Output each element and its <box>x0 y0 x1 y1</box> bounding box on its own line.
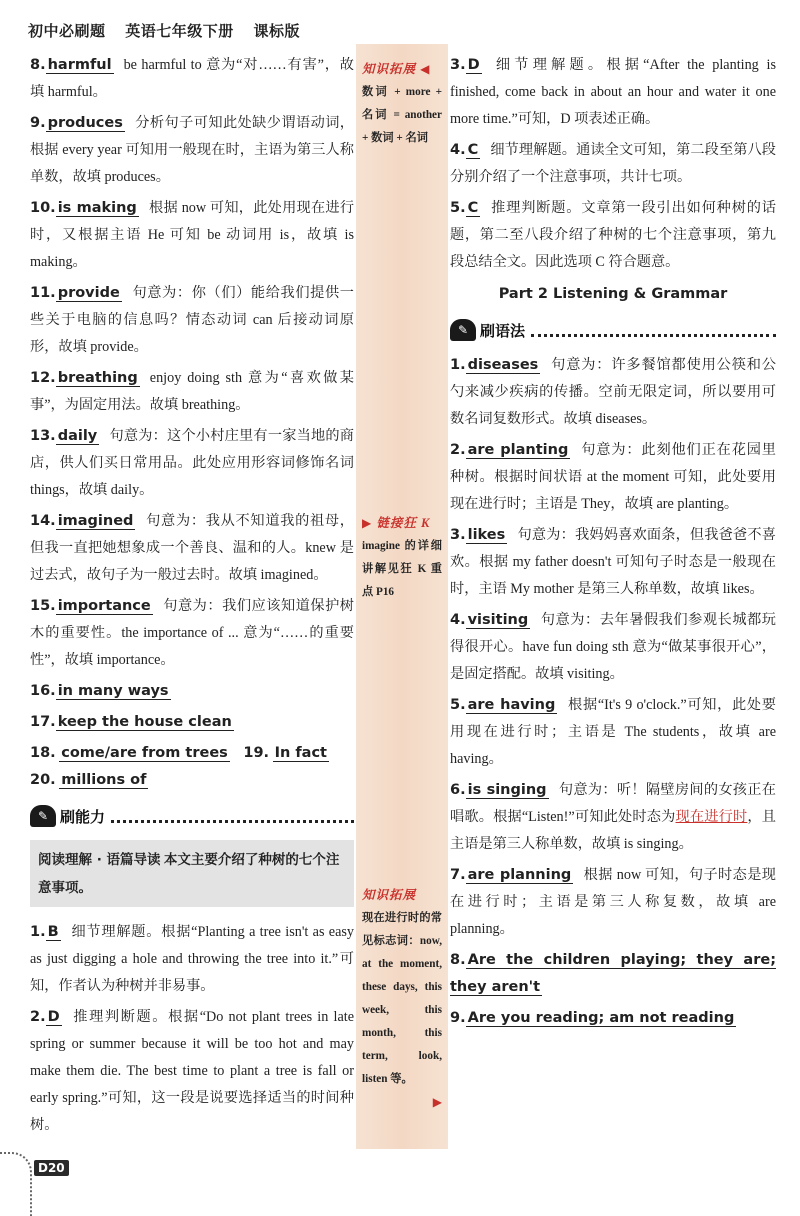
explanation: 分析句子可知此处缺少谓语动词，根据 every year 可知用一般现在时，主语为第三人称单数，故填 produces。 <box>30 115 354 185</box>
answer-key: diseases <box>467 357 539 373</box>
grammar-answers <box>450 352 776 773</box>
side-note-title: 知识拓展 <box>362 888 417 902</box>
side-note-text: 现在进行时的常见标志词：now, at the moment, these days, this week, this month, this term, look, listen 等。 <box>362 912 442 1085</box>
page-number: D20 <box>34 1160 69 1176</box>
answer-key: provide <box>57 285 120 301</box>
subject-title: 英语七年级下册 <box>125 22 234 40</box>
section-badge <box>30 804 105 828</box>
explanation: 句意为：你（们）能给我们提供一些关于电脑的信息吗？情态动词 can 后接动词原形，故填 provide。 <box>30 285 354 355</box>
grammar-answer-9 <box>450 1005 776 1032</box>
answer-number: 8. <box>30 57 46 73</box>
answer-number: 20. <box>30 772 56 788</box>
grammar-answer-6 <box>450 777 776 858</box>
answer-number: 4. <box>450 142 466 158</box>
arrow-icon: ▶ <box>362 516 373 530</box>
answer-number: 13. <box>30 428 56 444</box>
side-note-title: ▶ 链接狂 K <box>362 516 431 530</box>
answer-key: Are you reading; am not reading <box>467 1010 735 1026</box>
answer-key: are planting <box>467 442 569 458</box>
vocab-answer-8 <box>30 678 354 705</box>
answer-number: 18. <box>30 745 56 761</box>
reading-answer-1 <box>30 1004 354 1139</box>
reading-answers-cont <box>450 52 776 276</box>
answer-key: harmful <box>47 57 112 73</box>
answer-number: 5. <box>450 200 466 216</box>
explanation: 句意为：听！隔壁房间的女孩正在唱歌。根据“Listen!”可知此处时态为 <box>450 782 776 825</box>
answer-key: are having <box>467 697 556 713</box>
side-note-text: 数词 + more + 名词 = another + 数词 + 名词 <box>362 86 442 144</box>
grammar-answer-1 <box>450 437 776 518</box>
answer-key: B <box>47 924 59 940</box>
answer-number: 1. <box>450 357 466 373</box>
explanation: 句意为：我从不知道我的祖母，但我一直把她想象成一个善良、温和的人。knew 是过去式，故句子为一般过去时。故填 imagined。 <box>30 513 354 583</box>
explanation: 细节理解题。通读全文可知，第二段至第八段分别介绍了一个注意事项，共计七项。 <box>450 142 776 185</box>
answer-key: C <box>467 200 479 216</box>
vocab-answers <box>30 52 354 736</box>
vocab-answer-1 <box>30 110 354 191</box>
answer-number: 2. <box>450 442 466 458</box>
answer-number: 7. <box>450 867 466 883</box>
book-icon: ✎ <box>450 319 476 341</box>
side-note-knowledge-1 <box>362 58 442 150</box>
explanation: 根据 now 可知，此处用现在进行时，又根据主语 He 可知 be 动词用 is，故填 is making。 <box>30 200 355 270</box>
arrow-icon: ▶ <box>432 1095 442 1109</box>
section-header-ability <box>30 802 354 830</box>
side-note-knowledge-2 <box>362 884 442 1114</box>
answer-key: D <box>467 57 480 73</box>
vocab-answer-4 <box>30 365 354 419</box>
dotted-divider <box>531 324 776 337</box>
reading-answer-0 <box>30 919 354 1000</box>
part-title: Part 2 Listening & Grammar <box>498 286 728 302</box>
explanation: be harmful to 意为“对……有害”，故填 harmful。 <box>30 57 354 100</box>
answer-key: is making <box>57 200 137 216</box>
answer-key: importance <box>57 598 151 614</box>
answer-key: is singing <box>467 782 547 798</box>
grammar-answer-2 <box>450 522 776 603</box>
answer-key: In fact <box>274 745 327 761</box>
vocab-answer-0 <box>30 52 354 106</box>
explanation: 推理判断题。根据“Do not plant trees in late spring or summer because it will be too hot and may make them die. The best time to plant a tree is fall or early spring.”可知，这一段是说要选择适当的时间种树。 <box>30 1009 354 1133</box>
explanation: 根据 now 可知，句子时态是现在进行时；主语是第三人称复数，故填 are planning。 <box>450 867 776 937</box>
answer-number: 17. <box>30 714 56 730</box>
explanation: 句意为：我妈妈喜欢面条，但我爸爸不喜欢。根据 my father doesn't 可知句子时态是一般现在时，主语 My mother 是第三人称单数，故填 likes。 <box>450 527 776 597</box>
reading-guide <box>30 840 354 907</box>
grammar-answer-8 <box>450 947 776 1001</box>
explanation: 句意为：许多餐馆都使用公筷和公勺来减少疾病的传播。空前无限定词，所以要用可数名词复数形式。故填 diseases。 <box>450 357 776 427</box>
section-header-grammar <box>450 316 776 344</box>
answer-number: 2. <box>30 1009 46 1025</box>
answer-number: 19. <box>243 745 270 761</box>
edition-label: 课标版 <box>253 22 301 40</box>
explanation: ，且主语是第三人称单数，故填 is singing。 <box>450 809 776 852</box>
grammar-answer-0 <box>450 352 776 433</box>
reading-answer-0 <box>450 52 776 133</box>
book-icon: ✎ <box>30 805 56 827</box>
highlighted-term: 现在进行时 <box>675 809 748 825</box>
answer-number: 3. <box>450 527 466 543</box>
section-label: 刷能力 <box>60 807 106 826</box>
reading-answer-2 <box>450 195 776 276</box>
vocab-answer-2 <box>30 195 354 276</box>
left-column <box>30 52 354 1143</box>
answer-number: 15. <box>30 598 56 614</box>
book-title: 初中必刷题 <box>28 22 106 40</box>
arrow-icon: ◀ <box>420 62 431 76</box>
answer-key: are planning <box>467 867 572 883</box>
dotted-divider <box>111 810 354 823</box>
grammar-answer-3 <box>450 607 776 688</box>
right-column <box>450 52 776 1036</box>
answer-key: Are the children playing; they are; they aren't <box>450 952 776 995</box>
vocab-answer-5 <box>30 423 354 504</box>
reading-answer-1 <box>450 137 776 191</box>
answer-key: in many ways <box>57 683 169 699</box>
answer-key: imagined <box>57 513 134 529</box>
guide-text: 本文主要介绍了种树的七个注意事项。 <box>38 852 340 895</box>
page-header <box>28 20 300 41</box>
answer-key: visiting <box>467 612 529 628</box>
side-note-title: 知识拓展 ◀ <box>362 62 431 76</box>
explanation: 细节理解题。根据“After the planting is finished, come back in about an hour and water it one more time.”可知，D 项表述正确。 <box>450 57 776 127</box>
answer-number: 11. <box>30 285 56 301</box>
side-note-link <box>362 512 442 604</box>
explanation: 句意为：去年暑假我们参观长城都玩得很开心。have fun doing sth 意为“做某事很开心”，是固定搭配。故填 visiting。 <box>450 612 776 682</box>
answer-row-18-19 <box>30 740 354 767</box>
vocab-answer-9 <box>30 709 354 736</box>
answer-number: 9. <box>450 1010 466 1026</box>
answer-row-20 <box>30 767 354 794</box>
section-badge <box>450 318 525 342</box>
explanation: 推理判断题。文章第一段引出如何种树的话题，第二至八段介绍了种树的七个注意事项，第九段总结全文。因此选项 C 符合题意。 <box>450 200 776 270</box>
answer-key: keep the house clean <box>57 714 232 730</box>
grammar-answer-4 <box>450 692 776 773</box>
answer-key: likes <box>467 527 506 543</box>
explanation: 句意为：这个小村庄里有一家当地的商店，供人们买日常用品。此处应用形容词修饰名词 things，故填 daily。 <box>30 428 354 498</box>
answer-number: 6. <box>450 782 466 798</box>
answer-key: millions of <box>61 772 147 788</box>
answer-number: 10. <box>30 200 56 216</box>
answer-number: 16. <box>30 683 56 699</box>
explanation: 细节理解题。根据“Planting a tree isn't as easy as just digging a hole and throwing the tree into it.”可知，作者认为种树并非易事。 <box>30 924 354 994</box>
reading-answers <box>30 919 354 1139</box>
explanation: 根据“It's 9 o'clock.”可知，此处要用现在进行时；主语是 The students，故填 are having。 <box>450 697 776 767</box>
answer-key: produces <box>47 115 123 131</box>
answer-number: 14. <box>30 513 56 529</box>
explanation: 句意为：此刻他们正在花园里种树。根据时间状语 at the moment 可知，此处要用现在进行时；主语是 They，故填 are planting。 <box>450 442 776 512</box>
answer-number: 8. <box>450 952 466 968</box>
answer-number: 5. <box>450 697 466 713</box>
answer-key: come/are from trees <box>61 745 228 761</box>
answer-key: daily <box>57 428 98 444</box>
guide-title: 阅读理解 · 语篇导读 <box>38 852 161 868</box>
answer-number: 12. <box>30 370 56 386</box>
answer-key: D <box>47 1009 60 1025</box>
answer-key: C <box>467 142 479 158</box>
vocab-answer-3 <box>30 280 354 361</box>
answer-number: 3. <box>450 57 466 73</box>
side-note-text: imagine 的详细讲解见狂 K 重点 P16 <box>362 540 442 598</box>
answer-number: 4. <box>450 612 466 628</box>
grammar-answer-7 <box>450 862 776 943</box>
vocab-answer-7 <box>30 593 354 674</box>
explanation: enjoy doing sth 意为“喜欢做某事”，为固定用法。故填 breathing。 <box>30 370 354 413</box>
explanation: 句意为：我们应该知道保护树木的重要性。the importance of ... 意为“……的重要性”，故填 importance。 <box>30 598 354 668</box>
answer-key: breathing <box>57 370 138 386</box>
corner-decoration <box>0 1152 32 1216</box>
vocab-answer-6 <box>30 508 354 589</box>
answer-number: 1. <box>30 924 46 940</box>
answer-number: 9. <box>30 115 46 131</box>
section-label: 刷语法 <box>480 321 526 340</box>
